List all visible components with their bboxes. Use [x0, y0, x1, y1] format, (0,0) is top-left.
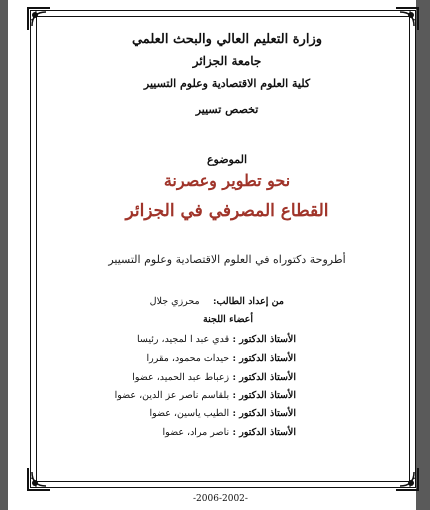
committee-member [115, 390, 296, 401]
member-title: الأستاذ الدكتور : [232, 334, 296, 345]
subject-label: الموضوع [206, 153, 248, 166]
document-page [8, 0, 416, 510]
committee-member [137, 334, 296, 345]
member-title: الأستاذ الدكتور : [232, 372, 296, 383]
member-title: الأستاذ الدكتور : [232, 408, 296, 419]
thesis-type: أطروحة دكتوراه في العلوم الاقتصادية وعلوم التسيير [108, 253, 346, 266]
corner-ornament-icon [394, 6, 420, 32]
corner-ornament-icon [394, 466, 420, 492]
committee-heading: أعضاء اللجنة [203, 314, 253, 325]
member-name: بلقاسم ناصر عز الدين، عضوا [114, 390, 230, 401]
member-name: ناصر مراد، عضوا [162, 427, 230, 438]
member-title: الأستاذ الدكتور : [232, 427, 296, 438]
member-name: حيدات محمود، مقررا [146, 353, 230, 364]
ministry-name: وزارة التعليم العالي والبحث العلمي [131, 32, 323, 47]
academic-year: -2006-2002- [193, 494, 248, 504]
specialty: تخصص تسيير [195, 103, 259, 116]
student-name: محرزي جلال [149, 296, 200, 307]
member-name: زعباط عبد الحميد، عضوا [132, 372, 230, 383]
corner-ornament-icon [26, 466, 52, 492]
committee-member [163, 427, 296, 438]
member-title: الأستاذ الدكتور : [232, 353, 296, 364]
committee-member [149, 408, 296, 419]
committee-member [147, 353, 297, 364]
committee-member [132, 372, 296, 383]
university-name: جامعة الجزائر [192, 54, 262, 68]
corner-ornament-icon [26, 6, 52, 32]
member-name: قدي عبد ا لمجيد، رئيسا [137, 334, 230, 345]
prepared-by-label: من إعداد الطالب: [212, 296, 284, 307]
faculty-name: كلية العلوم الاقتصادية وعلوم التسيير [143, 77, 311, 90]
prepared-by [150, 296, 284, 307]
member-title: الأستاذ الدكتور : [232, 390, 296, 401]
member-name: الطيب ياسين، عضوا [149, 408, 230, 419]
thesis-title-line-1: نحو تطوير وعصرنة [163, 171, 291, 190]
thesis-title-line-2: القطاع المصرفي في الجزائر [125, 201, 329, 221]
